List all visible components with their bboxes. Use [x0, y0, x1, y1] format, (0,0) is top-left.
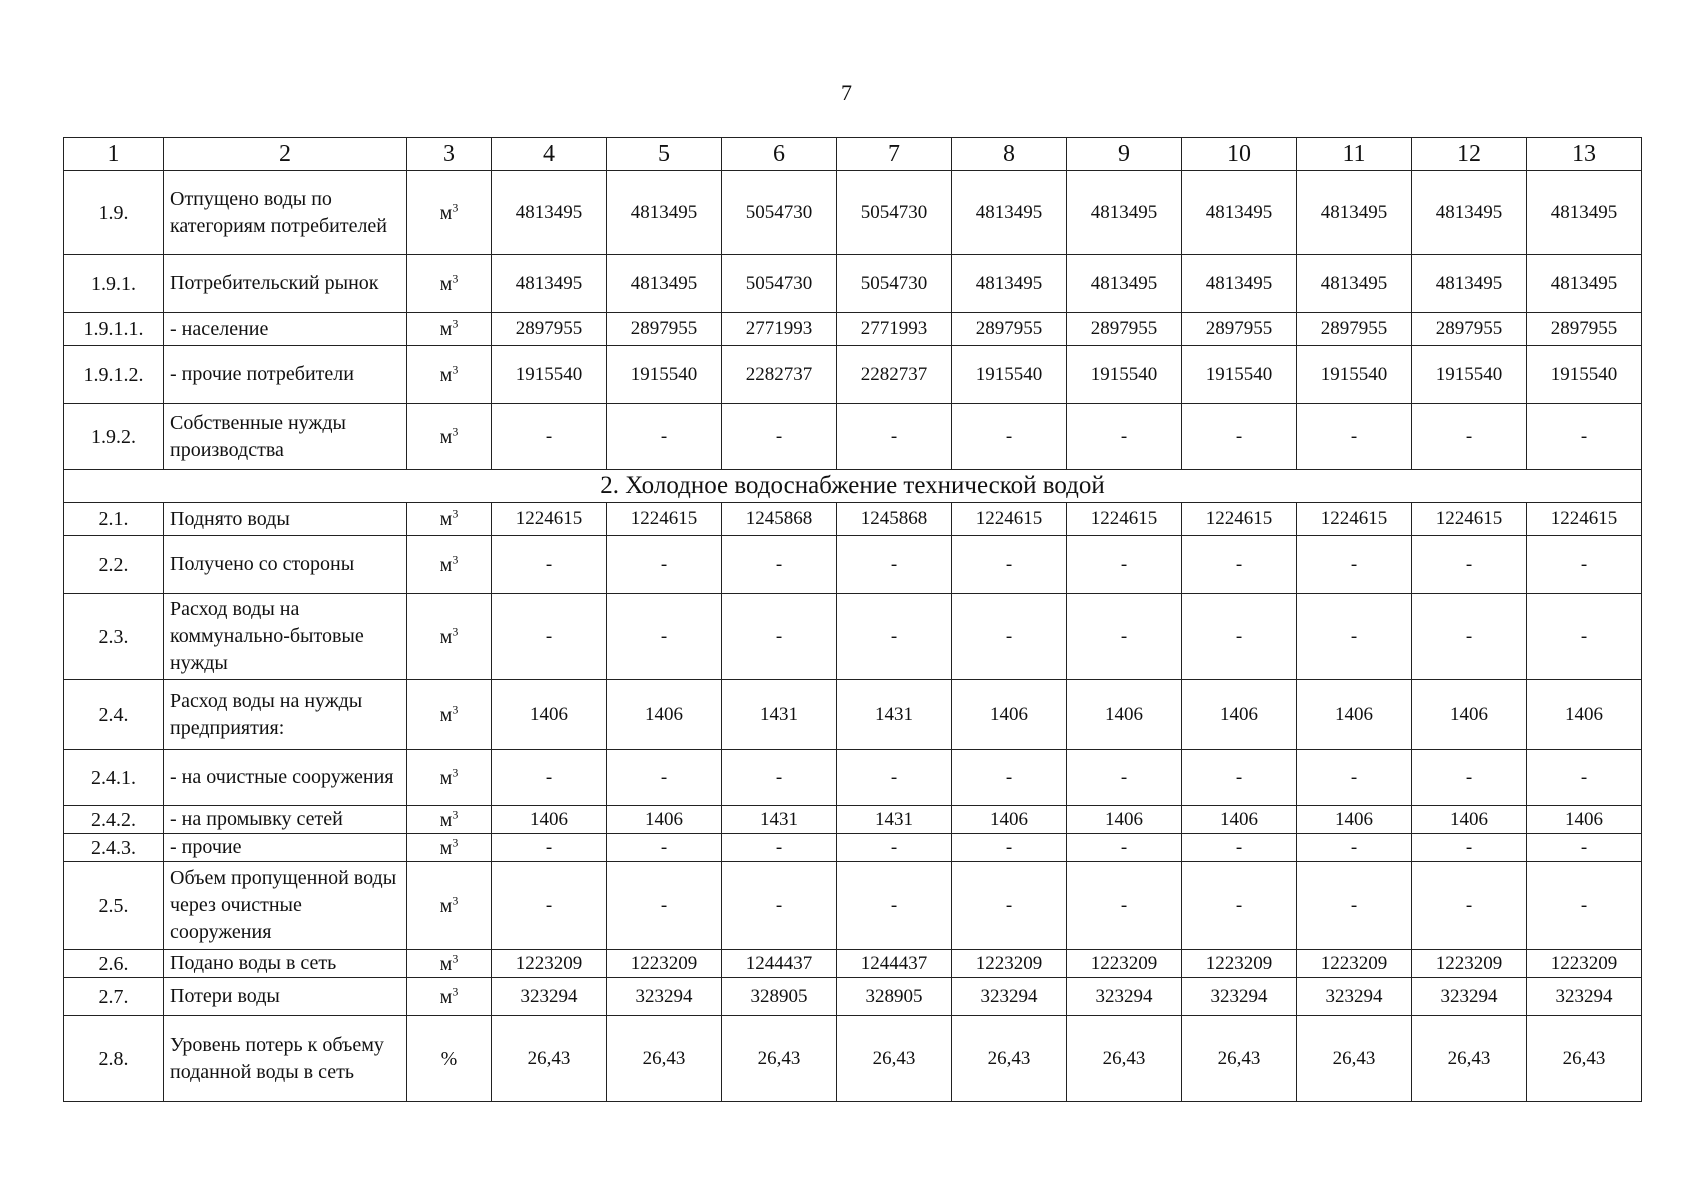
unit-label: м — [439, 425, 453, 448]
value-cell: - — [837, 834, 952, 862]
row-code: 2.8. — [64, 1016, 164, 1102]
header-cell: 7 — [837, 138, 952, 171]
value-cell: 1406 — [1412, 680, 1527, 750]
header-cell: 5 — [607, 138, 722, 171]
row-unit — [407, 346, 492, 404]
value-cell: - — [722, 862, 837, 950]
value-cell: 323294 — [1067, 978, 1182, 1016]
value-cell: 1406 — [607, 806, 722, 834]
value-cell: 1406 — [1297, 806, 1412, 834]
value-cell: 1431 — [722, 680, 837, 750]
value-cell: - — [1412, 404, 1527, 470]
row-unit — [407, 536, 492, 594]
value-cell: 1223209 — [1412, 950, 1527, 978]
value-cell: 2282737 — [837, 346, 952, 404]
unit-exponent: 3 — [452, 950, 459, 965]
section-heading: 2. Холодное водоснабжение технической водой — [64, 470, 1642, 503]
unit-label: м — [439, 985, 453, 1008]
value-cell: 1224615 — [1297, 503, 1412, 536]
value-cell: 4813495 — [1297, 255, 1412, 313]
row-unit — [407, 1016, 492, 1102]
value-cell: 323294 — [1412, 978, 1527, 1016]
row-unit — [407, 680, 492, 750]
header-cell: 4 — [492, 138, 607, 171]
row-code: 2.4.1. — [64, 750, 164, 806]
value-cell: - — [1067, 594, 1182, 680]
table-row — [64, 594, 1642, 680]
row-name: Объем пропущенной воды через очистные сооружения — [164, 862, 407, 950]
value-cell: 1406 — [1182, 806, 1297, 834]
value-cell: 1431 — [837, 680, 952, 750]
value-cell: - — [837, 404, 952, 470]
value-cell: 26,43 — [1182, 1016, 1297, 1102]
value-cell: 2897955 — [952, 313, 1067, 346]
value-cell: - — [1297, 404, 1412, 470]
unit-exponent: 3 — [452, 506, 459, 521]
row-name: Получено со стороны — [164, 536, 407, 594]
value-cell: 1223209 — [1067, 950, 1182, 978]
row-code: 1.9.1. — [64, 255, 164, 313]
value-cell: 2897955 — [1412, 313, 1527, 346]
value-cell: - — [952, 536, 1067, 594]
value-cell: - — [492, 536, 607, 594]
unit-exponent: 3 — [452, 423, 459, 438]
unit-exponent: 3 — [452, 892, 459, 907]
value-cell: 4813495 — [492, 171, 607, 255]
value-cell: 1406 — [492, 680, 607, 750]
header-cell: 12 — [1412, 138, 1527, 171]
value-cell: - — [1412, 862, 1527, 950]
page-number: 7 — [841, 80, 852, 105]
header-cell: 13 — [1527, 138, 1642, 171]
table-row — [64, 978, 1642, 1016]
value-cell: 1915540 — [1297, 346, 1412, 404]
value-cell: - — [492, 750, 607, 806]
row-unit — [407, 978, 492, 1016]
header-cell: 11 — [1297, 138, 1412, 171]
value-cell: 2897955 — [492, 313, 607, 346]
value-cell: 4813495 — [952, 255, 1067, 313]
value-cell: 4813495 — [607, 171, 722, 255]
value-cell: 5054730 — [722, 255, 837, 313]
row-name: - прочие потребители — [164, 346, 407, 404]
value-cell: 2897955 — [1297, 313, 1412, 346]
value-cell: 1223209 — [1182, 950, 1297, 978]
row-code: 1.9.1.1. — [64, 313, 164, 346]
value-cell: 5054730 — [722, 171, 837, 255]
value-cell: 1406 — [952, 806, 1067, 834]
row-unit — [407, 834, 492, 862]
header-cell: 8 — [952, 138, 1067, 171]
value-cell: 4813495 — [1067, 255, 1182, 313]
unit-exponent: 3 — [452, 764, 459, 779]
value-cell: - — [492, 594, 607, 680]
row-unit — [407, 404, 492, 470]
row-name: Уровень потерь к объему поданной воды в сеть — [164, 1016, 407, 1102]
value-cell: 26,43 — [722, 1016, 837, 1102]
header-cell: 9 — [1067, 138, 1182, 171]
value-cell: - — [1182, 750, 1297, 806]
value-cell: 2771993 — [722, 313, 837, 346]
value-cell: 1406 — [1067, 806, 1182, 834]
value-cell: 4813495 — [607, 255, 722, 313]
row-unit — [407, 594, 492, 680]
value-cell: - — [837, 594, 952, 680]
value-cell: - — [1297, 536, 1412, 594]
value-cell: 1406 — [1182, 680, 1297, 750]
value-cell: 2897955 — [1067, 313, 1182, 346]
value-cell: - — [1527, 536, 1642, 594]
value-cell: 4813495 — [1182, 171, 1297, 255]
value-cell: - — [1527, 750, 1642, 806]
value-cell: 26,43 — [1412, 1016, 1527, 1102]
value-cell: 1223209 — [1527, 950, 1642, 978]
value-cell: 323294 — [1182, 978, 1297, 1016]
unit-label: м — [439, 766, 453, 789]
value-cell: 26,43 — [952, 1016, 1067, 1102]
unit-label: м — [439, 272, 453, 295]
value-cell: - — [722, 750, 837, 806]
value-cell: 1245868 — [722, 503, 837, 536]
row-name: Расход воды на коммунально-бытовые нужды — [164, 594, 407, 680]
value-cell: - — [1412, 536, 1527, 594]
value-cell: - — [607, 834, 722, 862]
value-cell: - — [1297, 750, 1412, 806]
table-body — [64, 138, 1642, 1102]
value-cell: 323294 — [1297, 978, 1412, 1016]
row-unit — [407, 313, 492, 346]
value-cell: 1224615 — [607, 503, 722, 536]
value-cell: 4813495 — [1182, 255, 1297, 313]
value-cell: 26,43 — [1527, 1016, 1642, 1102]
value-cell: - — [1182, 862, 1297, 950]
row-name: - на очистные сооружения — [164, 750, 407, 806]
value-cell: 4813495 — [1412, 171, 1527, 255]
value-cell: 1224615 — [1412, 503, 1527, 536]
row-code: 1.9.1.2. — [64, 346, 164, 404]
table-row — [64, 1016, 1642, 1102]
table-row — [64, 680, 1642, 750]
table-row — [64, 950, 1642, 978]
value-cell: 1224615 — [1182, 503, 1297, 536]
unit-exponent: 3 — [452, 361, 459, 376]
value-cell: 1244437 — [722, 950, 837, 978]
value-cell: 1406 — [1067, 680, 1182, 750]
value-cell: 1406 — [1527, 806, 1642, 834]
value-cell: 2282737 — [722, 346, 837, 404]
table-row — [64, 536, 1642, 594]
row-unit — [407, 750, 492, 806]
value-cell: 1244437 — [837, 950, 952, 978]
value-cell: - — [1067, 404, 1182, 470]
unit-label: м — [439, 201, 453, 224]
value-cell: 4813495 — [492, 255, 607, 313]
row-code: 2.4.3. — [64, 834, 164, 862]
unit-label: % — [440, 1047, 458, 1070]
value-cell: 1223209 — [607, 950, 722, 978]
row-code: 2.5. — [64, 862, 164, 950]
value-cell: - — [1182, 594, 1297, 680]
row-unit — [407, 503, 492, 536]
row-unit — [407, 171, 492, 255]
value-cell: 5054730 — [837, 255, 952, 313]
row-unit — [407, 862, 492, 950]
value-cell: 4813495 — [1527, 171, 1642, 255]
value-cell: - — [1182, 404, 1297, 470]
row-name: Подано воды в сеть — [164, 950, 407, 978]
unit-exponent: 3 — [452, 316, 459, 331]
value-cell: 1915540 — [1412, 346, 1527, 404]
value-cell: 5054730 — [837, 171, 952, 255]
value-cell: - — [492, 862, 607, 950]
value-cell: - — [722, 404, 837, 470]
value-cell: - — [1067, 862, 1182, 950]
value-cell: 1224615 — [1527, 503, 1642, 536]
row-code: 2.3. — [64, 594, 164, 680]
value-cell: - — [952, 862, 1067, 950]
unit-exponent: 3 — [452, 806, 459, 821]
value-cell: 1245868 — [837, 503, 952, 536]
value-cell: 4813495 — [1297, 171, 1412, 255]
value-cell: 4813495 — [1412, 255, 1527, 313]
row-code: 2.1. — [64, 503, 164, 536]
value-cell: 1406 — [1297, 680, 1412, 750]
section-heading-row — [64, 470, 1642, 503]
value-cell: - — [1297, 834, 1412, 862]
row-name: Собственные нужды производства — [164, 404, 407, 470]
row-name: - население — [164, 313, 407, 346]
value-cell: - — [952, 404, 1067, 470]
row-unit — [407, 255, 492, 313]
unit-exponent: 3 — [452, 834, 459, 849]
value-cell: - — [1527, 404, 1642, 470]
value-cell: 1431 — [837, 806, 952, 834]
value-cell: - — [492, 834, 607, 862]
value-cell: 1915540 — [1527, 346, 1642, 404]
value-cell: 1915540 — [1182, 346, 1297, 404]
value-cell: 328905 — [722, 978, 837, 1016]
value-cell: - — [1412, 594, 1527, 680]
value-cell: 4813495 — [952, 171, 1067, 255]
table-row — [64, 862, 1642, 950]
value-cell: - — [837, 862, 952, 950]
value-cell: 1431 — [722, 806, 837, 834]
unit-label: м — [439, 508, 453, 530]
value-cell: - — [1527, 834, 1642, 862]
table-row — [64, 750, 1642, 806]
unit-label: м — [439, 318, 453, 340]
unit-label: м — [439, 363, 453, 386]
table-row — [64, 346, 1642, 404]
value-cell: 1915540 — [492, 346, 607, 404]
value-cell: - — [1412, 750, 1527, 806]
header-cell: 3 — [407, 138, 492, 171]
row-code: 2.4.2. — [64, 806, 164, 834]
row-code: 1.9.2. — [64, 404, 164, 470]
row-code: 2.4. — [64, 680, 164, 750]
value-cell: 323294 — [492, 978, 607, 1016]
unit-label: м — [439, 808, 453, 831]
header-row — [64, 138, 1642, 171]
value-cell: - — [1527, 862, 1642, 950]
value-cell: 1406 — [952, 680, 1067, 750]
value-cell: 26,43 — [492, 1016, 607, 1102]
value-cell: 1406 — [1527, 680, 1642, 750]
value-cell: - — [607, 750, 722, 806]
value-cell: - — [1412, 834, 1527, 862]
value-cell: 1406 — [607, 680, 722, 750]
value-cell: - — [722, 594, 837, 680]
value-cell: 2771993 — [837, 313, 952, 346]
value-cell: - — [607, 862, 722, 950]
value-cell: - — [952, 834, 1067, 862]
value-cell: 1224615 — [492, 503, 607, 536]
row-code: 1.9. — [64, 171, 164, 255]
value-cell: - — [1067, 750, 1182, 806]
row-code: 2.7. — [64, 978, 164, 1016]
unit-exponent: 3 — [452, 701, 459, 716]
value-cell: 323294 — [607, 978, 722, 1016]
table-row — [64, 834, 1642, 862]
row-name: Поднято воды — [164, 503, 407, 536]
value-cell: - — [607, 594, 722, 680]
value-cell: - — [952, 594, 1067, 680]
value-cell: 328905 — [837, 978, 952, 1016]
value-cell: 4813495 — [1527, 255, 1642, 313]
value-cell: 26,43 — [1067, 1016, 1182, 1102]
value-cell: - — [607, 404, 722, 470]
value-cell: - — [1067, 536, 1182, 594]
table-row — [64, 171, 1642, 255]
table-row — [64, 806, 1642, 834]
row-code: 2.2. — [64, 536, 164, 594]
value-cell: - — [1067, 834, 1182, 862]
unit-label: м — [439, 894, 453, 917]
unit-exponent: 3 — [452, 551, 459, 566]
row-name: Расход воды на нужды предприятия: — [164, 680, 407, 750]
unit-label: м — [439, 553, 453, 576]
value-cell: - — [492, 404, 607, 470]
unit-exponent: 3 — [452, 199, 459, 214]
unit-exponent: 3 — [452, 270, 459, 285]
value-cell: 4813495 — [1067, 171, 1182, 255]
value-cell: 1224615 — [952, 503, 1067, 536]
value-cell: 1406 — [1412, 806, 1527, 834]
value-cell: 1223209 — [952, 950, 1067, 978]
header-cell: 2 — [164, 138, 407, 171]
value-cell: 1406 — [492, 806, 607, 834]
value-cell: 1223209 — [1297, 950, 1412, 978]
header-cell: 10 — [1182, 138, 1297, 171]
value-cell: - — [722, 536, 837, 594]
row-unit — [407, 950, 492, 978]
header-cell: 6 — [722, 138, 837, 171]
value-cell: - — [1297, 862, 1412, 950]
value-cell: 26,43 — [837, 1016, 952, 1102]
water-balance-table — [63, 137, 1642, 1102]
value-cell: 1223209 — [492, 950, 607, 978]
value-cell: 2897955 — [1527, 313, 1642, 346]
row-name: - на промывку сетей — [164, 806, 407, 834]
table-row — [64, 313, 1642, 346]
unit-label: м — [439, 703, 453, 726]
value-cell: 2897955 — [1182, 313, 1297, 346]
value-cell: 26,43 — [1297, 1016, 1412, 1102]
value-cell: - — [837, 750, 952, 806]
value-cell: - — [837, 536, 952, 594]
value-cell: 1915540 — [607, 346, 722, 404]
value-cell: 1915540 — [1067, 346, 1182, 404]
value-cell: 1915540 — [952, 346, 1067, 404]
table-row — [64, 255, 1642, 313]
unit-label: м — [439, 836, 453, 859]
table-row — [64, 503, 1642, 536]
value-cell: - — [1182, 834, 1297, 862]
value-cell: - — [1297, 594, 1412, 680]
row-unit — [407, 806, 492, 834]
unit-exponent: 3 — [452, 623, 459, 638]
value-cell: 323294 — [1527, 978, 1642, 1016]
row-name: - прочие — [164, 834, 407, 862]
value-cell: 1224615 — [1067, 503, 1182, 536]
value-cell: 26,43 — [607, 1016, 722, 1102]
row-name: Потребительский рынок — [164, 255, 407, 313]
unit-exponent: 3 — [452, 983, 459, 998]
value-cell: 323294 — [952, 978, 1067, 1016]
row-code: 2.6. — [64, 950, 164, 978]
value-cell: - — [1527, 594, 1642, 680]
unit-label: м — [439, 952, 453, 975]
row-name: Потери воды — [164, 978, 407, 1016]
header-cell: 1 — [64, 138, 164, 171]
row-name: Отпущено воды по категориям потребителей — [164, 171, 407, 255]
unit-label: м — [439, 625, 453, 648]
value-cell: - — [952, 750, 1067, 806]
table-row — [64, 404, 1642, 470]
value-cell: - — [607, 536, 722, 594]
value-cell: - — [1182, 536, 1297, 594]
value-cell: - — [722, 834, 837, 862]
value-cell: 2897955 — [607, 313, 722, 346]
